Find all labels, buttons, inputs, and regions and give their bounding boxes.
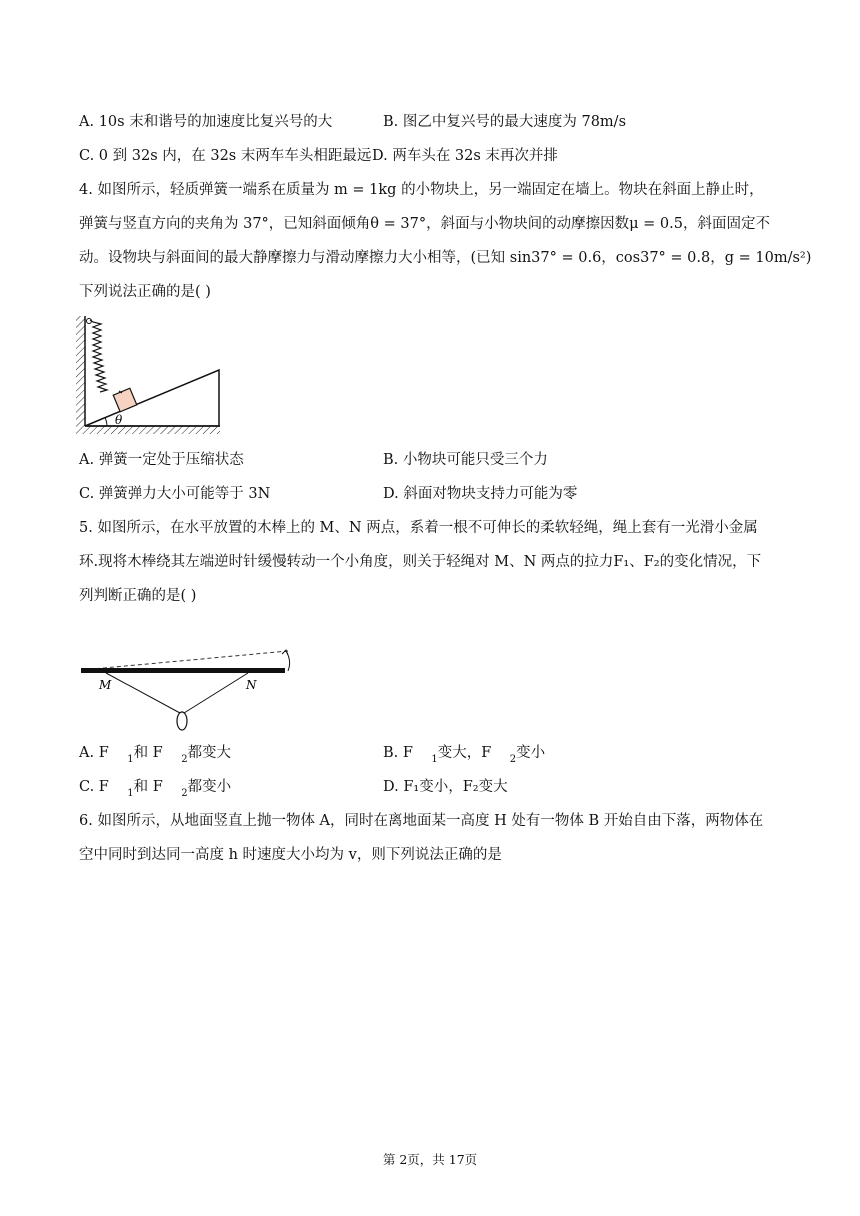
q5-c-post: 都变小 <box>187 779 232 795</box>
q5-c-sub1: 1 <box>127 788 134 799</box>
page-footer: 第 2页，共 17页 <box>382 1152 478 1167</box>
q3-option-c: C. 0 到 32s 内，在 32s 末两车车头相距最远 <box>79 148 372 164</box>
q5-a-sub1: 1 <box>127 754 134 765</box>
q5-a-post: 都变大 <box>187 745 232 761</box>
q4-incline-figure <box>70 312 230 437</box>
q5-stem-line-2: 环.现将木棒绕其左端逆时针缓慢转动一个小角度，则关于轻绳对 M、N 两点的拉力F₁、F₂的变化情况，下 <box>79 554 762 570</box>
q5-stem-line-3: 列判断正确的是( ) <box>79 588 197 604</box>
q4-stem-line-4: 下列说法正确的是( ) <box>79 284 211 300</box>
q4-option-a: A. 弹簧一定处于压缩状态 <box>79 452 244 468</box>
q4-stem-line-1: 4. 如图所示，轻质弹簧一端系在质量为 m = 1kg 的小物块上，另一端固定在墙上。物块在斜面上静止时， <box>79 182 764 198</box>
q5-b-pre: B. F <box>383 745 413 761</box>
q6-stem-line-1: 6. 如图所示，从地面竖直上抛一物体 A，同时在离地面某一高度 H 处有一物体 B 开始自由下落，两物体在 <box>79 813 764 829</box>
q3-option-d: D. 两车头在 32s 末再次并排 <box>372 148 558 164</box>
q5-option-b <box>383 743 545 765</box>
q5-option-c <box>79 777 231 799</box>
q3-option-b: B. 图乙中复兴号的最大速度为 78m/s <box>383 114 627 130</box>
q5-rod-figure <box>76 645 306 735</box>
q5-a-pre: A. F <box>79 745 109 761</box>
q4-option-b: B. 小物块可能只受三个力 <box>383 452 548 468</box>
q4-option-d: D. 斜面对物块支持力可能为零 <box>383 486 578 502</box>
q5-c-pre: C. F <box>79 779 109 795</box>
q5-b-sub1: 1 <box>431 754 438 765</box>
q5-b-mid: 变大，F <box>437 745 492 761</box>
q6-stem-line-2: 空中同时到达同一高度 h 时速度大小均为 v，则下列说法正确的是 <box>79 847 502 863</box>
q5-c-sub2: 2 <box>181 788 188 799</box>
q5-option-d: D. F₁变小，F₂变大 <box>383 779 508 795</box>
q4-option-c: C. 弹簧弹力大小可能等于 3N <box>79 486 271 502</box>
q5-a-sub2: 2 <box>181 754 188 765</box>
q3-option-a: A. 10s 末和谐号的加速度比复兴号的大 <box>79 114 333 130</box>
label-n: N <box>246 678 257 692</box>
q5-a-mid: 和 F <box>133 745 163 761</box>
theta-label: θ <box>115 413 123 427</box>
q5-stem-line-1: 5. 如图所示，在水平放置的木棒上的 M、N 两点，系着一根不可伸长的柔软轻绳，绳上套有一光滑小金属 <box>79 520 758 536</box>
q5-b-post: 变小 <box>516 745 546 761</box>
q4-stem-line-3: 动。设物块与斜面间的最大静摩擦力与滑动摩擦力大小相等，(已知 sin37° = 0.6，cos37° = 0.8，g = 10m/s²) <box>79 250 812 266</box>
label-m: M <box>99 678 112 692</box>
q5-option-a <box>79 743 231 765</box>
q5-b-sub2: 2 <box>509 754 517 765</box>
q5-c-mid: 和 F <box>133 779 163 795</box>
q4-stem-line-2: 弹簧与竖直方向的夹角为 37°，已知斜面倾角θ = 37°，斜面与小物块间的动摩擦因数μ = 0.5，斜面固定不 <box>79 216 770 232</box>
